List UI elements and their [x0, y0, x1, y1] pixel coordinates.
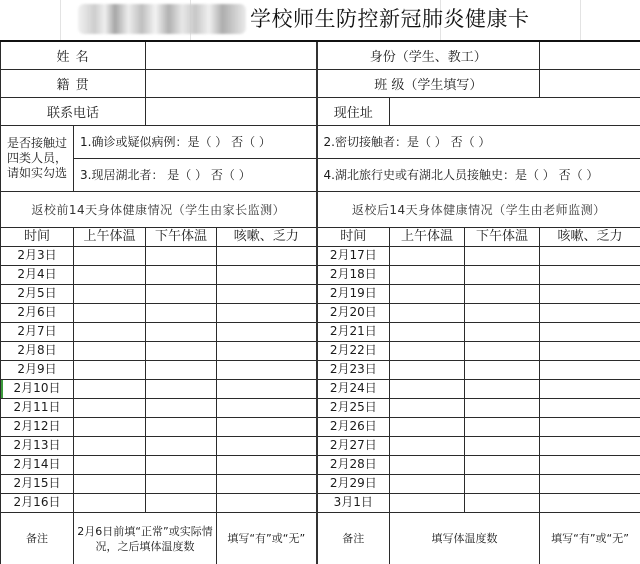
- notes-row: [1, 512, 640, 564]
- contact-item-close-contact[interactable]: 2.密切接触者：是（ ） 否（ ）: [317, 125, 640, 158]
- symptom-cell[interactable]: [217, 322, 317, 341]
- col-header-pm-temp: 下午体温: [146, 227, 217, 246]
- date-cell: 2月19日: [317, 284, 390, 303]
- table-row: [1, 341, 640, 360]
- symptom-cell[interactable]: [217, 246, 317, 265]
- table-row: [1, 436, 640, 455]
- date-cell: 2月11日: [1, 398, 74, 417]
- table-row: [1, 303, 640, 322]
- date-cell: 2月10日: [1, 379, 74, 398]
- am-temp-cell[interactable]: [74, 493, 146, 512]
- table-row: [1, 474, 640, 493]
- phone-label: 联系电话: [1, 97, 146, 125]
- table-row: [1, 417, 640, 436]
- contact-item-confirmed[interactable]: 1.确诊或疑似病例：是（ ） 否（ ）: [74, 125, 317, 158]
- am-temp-cell[interactable]: [74, 303, 146, 322]
- symptom-cell[interactable]: [540, 265, 640, 284]
- native-place-field[interactable]: [146, 69, 317, 97]
- section-header-row: [1, 191, 640, 227]
- identity-label: 身份（学生、教工）: [317, 41, 540, 69]
- symptom-cell[interactable]: [540, 455, 640, 474]
- date-cell: 2月27日: [317, 436, 390, 455]
- table-row: [1, 284, 640, 303]
- symptom-cell[interactable]: [540, 379, 640, 398]
- col-header-time: 时间: [1, 227, 74, 246]
- symptom-cell[interactable]: [217, 379, 317, 398]
- col-header-time: 时间: [317, 227, 390, 246]
- symptom-cell[interactable]: [540, 322, 640, 341]
- date-cell: 2月12日: [1, 417, 74, 436]
- pm-temp-cell[interactable]: [146, 322, 217, 341]
- am-temp-cell[interactable]: [390, 246, 465, 265]
- date-cell: 2月8日: [1, 341, 74, 360]
- symptom-cell[interactable]: [540, 493, 640, 512]
- pm-temp-cell[interactable]: [146, 341, 217, 360]
- name-label: 姓 名: [1, 41, 146, 69]
- date-cell: 2月5日: [1, 284, 74, 303]
- date-cell: 2月14日: [1, 455, 74, 474]
- date-cell: 3月1日: [317, 493, 390, 512]
- class-label: 班 级（学生填写）: [317, 69, 540, 97]
- symptom-cell[interactable]: [540, 341, 640, 360]
- date-cell: 2月24日: [317, 379, 390, 398]
- notes-label-left: 备注: [1, 512, 74, 564]
- am-temp-cell[interactable]: [390, 417, 465, 436]
- am-temp-cell[interactable]: [390, 398, 465, 417]
- date-cell: 2月28日: [317, 455, 390, 474]
- health-card-table: [0, 40, 640, 564]
- contact-item-hubei-travel[interactable]: 4.湖北旅行史或有湖北人员接触史：是（ ） 否（ ）: [317, 158, 640, 191]
- pm-temp-cell[interactable]: [465, 379, 540, 398]
- contact-row-1: [1, 125, 640, 158]
- am-temp-cell[interactable]: [390, 265, 465, 284]
- table-row: [1, 265, 640, 284]
- info-row-phone: [1, 97, 640, 125]
- pm-temp-cell[interactable]: [465, 360, 540, 379]
- symptom-cell[interactable]: [217, 493, 317, 512]
- am-temp-cell[interactable]: [74, 455, 146, 474]
- table-row: [1, 360, 640, 379]
- pm-temp-cell[interactable]: [465, 265, 540, 284]
- pm-temp-cell[interactable]: [146, 493, 217, 512]
- am-temp-cell[interactable]: [74, 246, 146, 265]
- col-header-am-temp: 上午体温: [74, 227, 146, 246]
- symptom-cell[interactable]: [540, 303, 640, 322]
- pm-temp-cell[interactable]: [146, 360, 217, 379]
- date-cell: 2月17日: [317, 246, 390, 265]
- pm-temp-cell[interactable]: [146, 417, 217, 436]
- pm-temp-cell[interactable]: [465, 493, 540, 512]
- symptom-cell[interactable]: [217, 436, 317, 455]
- notes-label-right: 备注: [317, 512, 390, 564]
- am-temp-cell[interactable]: [74, 341, 146, 360]
- symptom-cell[interactable]: [217, 303, 317, 322]
- pm-temp-cell[interactable]: [146, 246, 217, 265]
- pm-temp-cell[interactable]: [146, 303, 217, 322]
- am-temp-cell[interactable]: [390, 493, 465, 512]
- native-place-label: 籍 贯: [1, 69, 146, 97]
- am-temp-cell[interactable]: [74, 265, 146, 284]
- date-cell: 2月3日: [1, 246, 74, 265]
- date-cell: 2月21日: [317, 322, 390, 341]
- symptom-cell[interactable]: [217, 265, 317, 284]
- pm-temp-cell[interactable]: [465, 474, 540, 493]
- info-row-name: [1, 41, 640, 69]
- symptom-cell[interactable]: [540, 436, 640, 455]
- page-title: 学校师生防控新冠肺炎健康卡: [250, 7, 530, 31]
- pm-temp-cell[interactable]: [146, 474, 217, 493]
- symptom-cell[interactable]: [540, 246, 640, 265]
- col-header-pm-temp: 下午体温: [465, 227, 540, 246]
- am-temp-cell[interactable]: [74, 436, 146, 455]
- column-header-row: [1, 227, 640, 246]
- symptom-cell[interactable]: [217, 455, 317, 474]
- am-temp-cell[interactable]: [390, 322, 465, 341]
- grid-line: [580, 0, 581, 40]
- date-cell: 2月29日: [317, 474, 390, 493]
- symptom-cell[interactable]: [540, 474, 640, 493]
- date-rows: [1, 246, 640, 512]
- phone-field[interactable]: [146, 97, 317, 125]
- am-temp-cell[interactable]: [390, 474, 465, 493]
- title-bar: [0, 0, 640, 40]
- date-cell: 2月26日: [317, 417, 390, 436]
- contact-row-2: [1, 158, 640, 191]
- symptom-cell[interactable]: [217, 360, 317, 379]
- symptom-note-right: 填写“有”或“无”: [540, 512, 640, 564]
- am-temp-cell[interactable]: [74, 398, 146, 417]
- grid-line: [60, 0, 61, 40]
- address-label: 现住址: [317, 97, 390, 125]
- col-header-am-temp: 上午体温: [390, 227, 465, 246]
- pm-temp-cell[interactable]: [146, 284, 217, 303]
- temp-note-right: 填写体温度数: [390, 512, 540, 564]
- date-cell: 2月4日: [1, 265, 74, 284]
- pm-temp-cell[interactable]: [146, 379, 217, 398]
- symptom-cell[interactable]: [217, 417, 317, 436]
- date-cell: 2月16日: [1, 493, 74, 512]
- pm-temp-cell[interactable]: [465, 322, 540, 341]
- date-cell: 2月25日: [317, 398, 390, 417]
- temp-note-left: 2月6日前填“正常”或实际情况，之后填体温度数: [74, 512, 217, 564]
- pm-temp-cell[interactable]: [465, 246, 540, 265]
- am-temp-cell[interactable]: [390, 303, 465, 322]
- pm-temp-cell[interactable]: [465, 341, 540, 360]
- date-cell: 2月6日: [1, 303, 74, 322]
- date-cell: 2月13日: [1, 436, 74, 455]
- am-temp-cell[interactable]: [74, 474, 146, 493]
- table-row: [1, 246, 640, 265]
- pm-temp-cell[interactable]: [465, 303, 540, 322]
- symptom-cell[interactable]: [217, 341, 317, 360]
- table-row: [1, 322, 640, 341]
- date-cell: 2月15日: [1, 474, 74, 493]
- am-temp-cell[interactable]: [390, 284, 465, 303]
- pm-temp-cell[interactable]: [465, 284, 540, 303]
- section-before-return: 返校前14天身体健康情况（学生由家长监测）: [1, 191, 317, 227]
- name-field[interactable]: [146, 41, 317, 69]
- col-header-symptoms: 咳嗽、乏力: [217, 227, 317, 246]
- am-temp-cell[interactable]: [74, 417, 146, 436]
- am-temp-cell[interactable]: [390, 455, 465, 474]
- pm-temp-cell[interactable]: [465, 436, 540, 455]
- date-cell: 2月23日: [317, 360, 390, 379]
- contact-item-hubei-resident[interactable]: 3.现居湖北者： 是（ ） 否（ ）: [74, 158, 317, 191]
- am-temp-cell[interactable]: [390, 341, 465, 360]
- pm-temp-cell[interactable]: [465, 455, 540, 474]
- am-temp-cell[interactable]: [74, 322, 146, 341]
- pm-temp-cell[interactable]: [146, 436, 217, 455]
- am-temp-cell[interactable]: [74, 379, 146, 398]
- date-cell: 2月22日: [317, 341, 390, 360]
- address-field[interactable]: [390, 97, 640, 125]
- table-row: [1, 455, 640, 474]
- symptom-cell[interactable]: [540, 417, 640, 436]
- symptom-cell[interactable]: [217, 474, 317, 493]
- symptom-cell[interactable]: [540, 284, 640, 303]
- symptom-cell[interactable]: [540, 398, 640, 417]
- pm-temp-cell[interactable]: [146, 455, 217, 474]
- am-temp-cell[interactable]: [74, 284, 146, 303]
- symptom-cell[interactable]: [217, 284, 317, 303]
- symptom-cell[interactable]: [540, 360, 640, 379]
- identity-field[interactable]: [540, 41, 640, 69]
- am-temp-cell[interactable]: [390, 436, 465, 455]
- date-cell: 2月20日: [317, 303, 390, 322]
- am-temp-cell[interactable]: [390, 360, 465, 379]
- am-temp-cell[interactable]: [390, 379, 465, 398]
- table-row: [1, 379, 640, 398]
- pm-temp-cell[interactable]: [465, 398, 540, 417]
- pm-temp-cell[interactable]: [146, 265, 217, 284]
- section-after-return: 返校后14天身体健康情况（学生由老师监测）: [317, 191, 640, 227]
- date-cell: 2月7日: [1, 322, 74, 341]
- pm-temp-cell[interactable]: [146, 398, 217, 417]
- pm-temp-cell[interactable]: [465, 417, 540, 436]
- symptom-cell[interactable]: [217, 398, 317, 417]
- date-cell: 2月18日: [317, 265, 390, 284]
- am-temp-cell[interactable]: [74, 360, 146, 379]
- date-cell: 2月9日: [1, 360, 74, 379]
- contact-label: 是否接触过四类人员，请如实勾选: [1, 125, 74, 191]
- table-row: [1, 398, 640, 417]
- info-row-native: [1, 69, 640, 97]
- table-row: [1, 493, 640, 512]
- col-header-symptoms: 咳嗽、乏力: [540, 227, 640, 246]
- redacted-school-name: [78, 4, 246, 34]
- symptom-note-left: 填写“有”或“无”: [217, 512, 317, 564]
- class-field[interactable]: [540, 69, 640, 97]
